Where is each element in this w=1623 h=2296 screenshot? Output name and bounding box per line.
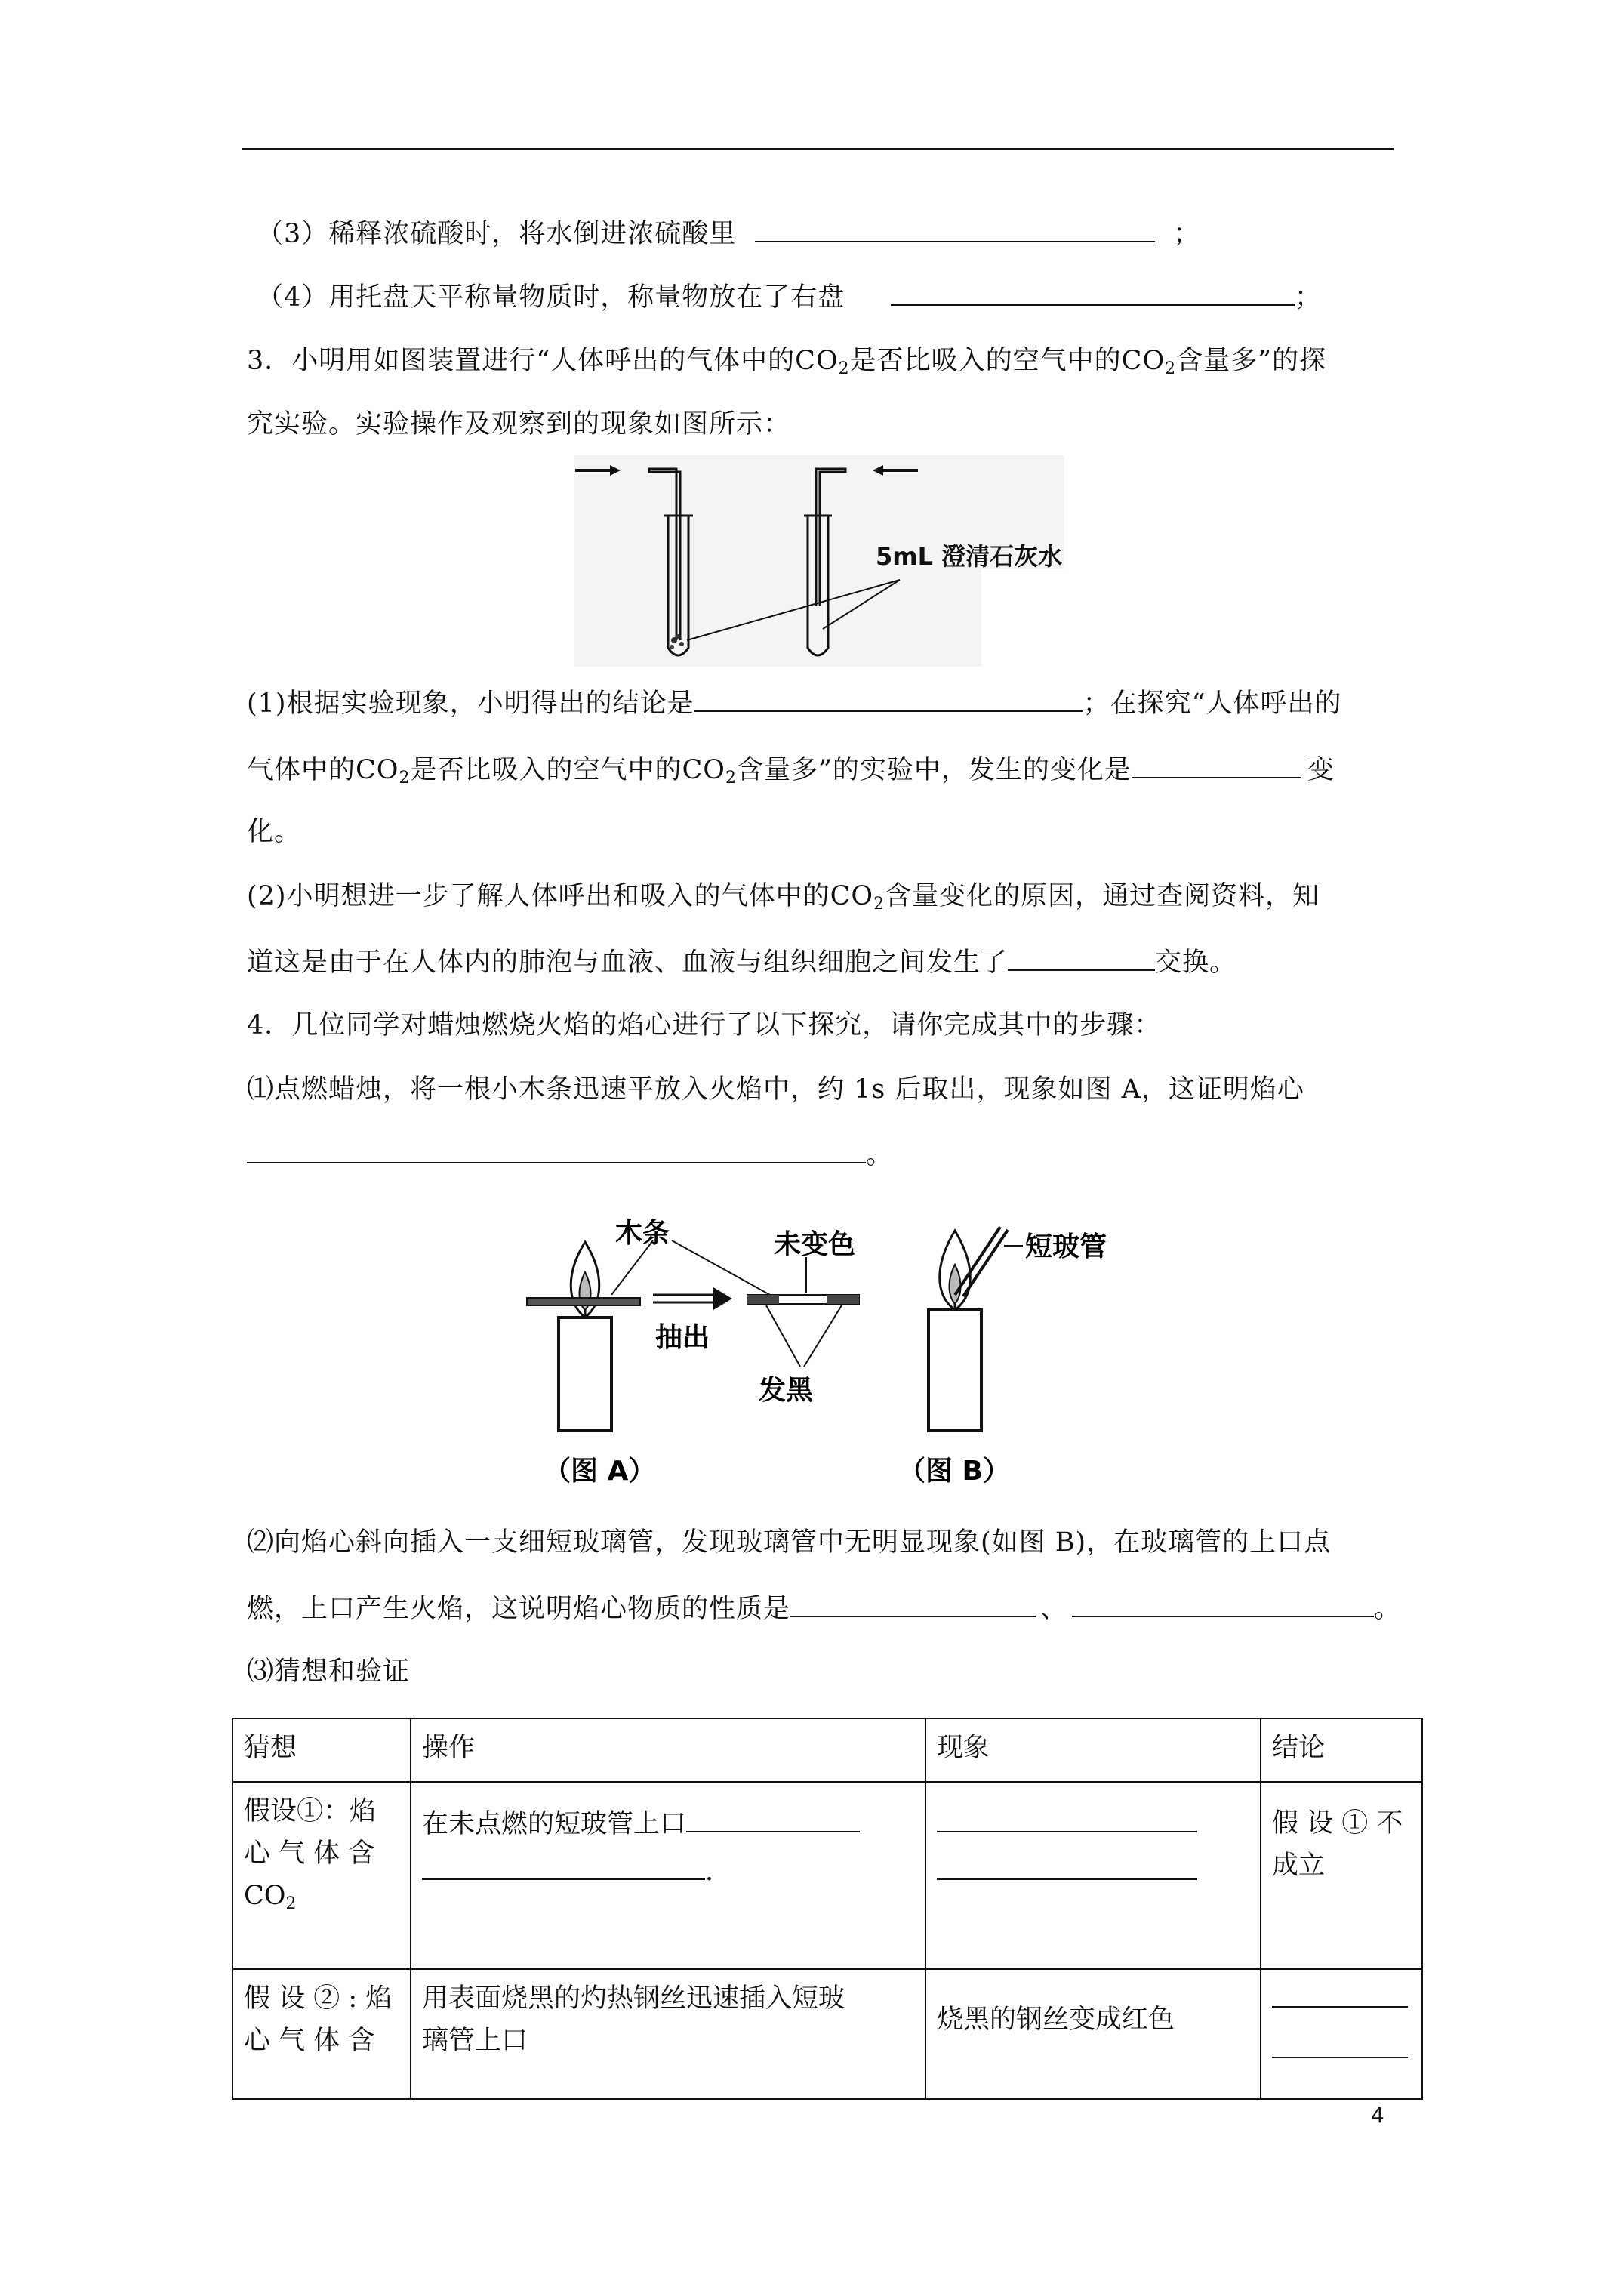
lime-water-label: 5mL 澄清石灰水 [876, 542, 1063, 571]
answer-blank[interactable] [1008, 942, 1155, 971]
q3-stem-line1: 3．小明用如图装置进行“人体呼出的气体中的$CO_2$是否比吸入的空气中的$CO_2$含量多”的探 [247, 346, 1327, 378]
q3-1-line3: 化。 [247, 817, 302, 847]
table-row [233, 1969, 1422, 2099]
q4-2-line1: ⑵向焰心斜向插入一支细短玻璃管，发现玻璃管中无明显现象(如图 B)，在玻璃管的上口点 [247, 1527, 1332, 1558]
answer-blank[interactable] [1272, 1977, 1408, 2008]
answer-blank[interactable] [247, 1135, 866, 1163]
header-rule [242, 148, 1394, 150]
q4-3-line: ⑶猜想和验证 [247, 1657, 411, 1687]
answer-blank[interactable] [686, 1802, 860, 1832]
candle-b [929, 1310, 981, 1431]
arrow-right-icon [713, 1287, 732, 1310]
q3-2-line1: (2)小明想进一步了解人体呼出和吸入的气体中的$CO_2$含量变化的原因，通过查阅资料，知 [247, 881, 1320, 914]
table-header-cell: 结论 [1261, 1718, 1422, 1782]
q3-line: （3）稀释浓硫酸时，将水倒进浓硫酸里 ； [257, 214, 1200, 253]
q3-2-line2: 道这是由于在人体内的肺泡与血液、血液与组织细胞之间发生了 交换。 [247, 942, 1236, 982]
answer-blank[interactable] [1272, 2028, 1408, 2058]
operation-cell: 用表面烧黑的灼热钢丝迅速插入短玻 璃管上口 [411, 1969, 925, 2099]
test-tube-figure [574, 455, 1064, 667]
conclusion-cell [1261, 1969, 1422, 2099]
q3-1-line1: (1)根据实验现象，小明得出的结论是 ；在探究“人体呼出的 [247, 683, 1342, 723]
q4-1-line2: 。 [247, 1135, 893, 1174]
table-header-cell: 现象 [925, 1718, 1261, 1782]
answer-blank[interactable] [891, 277, 1295, 306]
q4-1-line1: ⑴点燃蜡烛，将一根小木条迅速平放入火焰中，约 1s 后取出，现象如图 A，这证明焰心 [247, 1074, 1304, 1105]
answer-blank[interactable] [694, 683, 1083, 712]
q3-stem-line2: 究实验。实验操作及观察到的现象如图所示： [247, 409, 791, 439]
label-weibianse: 未变色 [774, 1229, 856, 1260]
table-header-row [233, 1718, 1422, 1782]
q4-2-line2: 燃，上口产生火焰，这说明焰心物质的性质是 、 。 [247, 1589, 1401, 1628]
conclusion-cell: 假 设 ① 不 成立 [1261, 1782, 1422, 1969]
phenomenon-cell: 烧黑的钢丝变成红色 [925, 1969, 1261, 2099]
answer-blank[interactable] [422, 1850, 705, 1880]
candle-figure [521, 1212, 1125, 1499]
answer-blank[interactable] [937, 1850, 1197, 1880]
table-header-cell: 操作 [411, 1718, 925, 1782]
hypothesis-table [232, 1718, 1423, 2100]
answer-blank[interactable] [790, 1589, 1036, 1617]
table-row [233, 1782, 1422, 1969]
answer-blank[interactable] [937, 1802, 1197, 1832]
candle-a [559, 1318, 611, 1431]
page-number: 4 [1371, 2103, 1384, 2128]
short-glass-tube [955, 1227, 1000, 1295]
operation-cell: 在未点燃的短玻管上口 . [411, 1782, 925, 1969]
label-mutiao: 木条 [615, 1218, 670, 1249]
answer-blank[interactable] [1132, 750, 1301, 778]
figure-a-caption: （图 A） [544, 1456, 656, 1487]
hypothesis-cell: 假设①：焰 心 气 体 含 $CO_2$ [233, 1782, 411, 1969]
figure-b-caption: （图 B） [898, 1456, 1010, 1487]
table-header-cell: 猜想 [233, 1718, 411, 1782]
q4-title: 4．几位同学对蜡烛燃烧火焰的焰心进行了以下探究，请你完成其中的步骤： [247, 1010, 1162, 1040]
q3-1-line2: 气体中的$CO_2$是否比吸入的空气中的$CO_2$含量多”的实验中，发生的变化是 变 [247, 750, 1335, 797]
hypothesis-cell: 假 设 ② : 焰 心 气 体 含 [233, 1969, 411, 2099]
label-fahei: 发黑 [759, 1375, 814, 1406]
wood-stick-a [527, 1298, 640, 1305]
label-duanboliguan: 短玻管 [1025, 1231, 1107, 1262]
phenomenon-cell [925, 1782, 1261, 1969]
answer-blank[interactable] [755, 214, 1155, 242]
label-chouchu: 抽出 [655, 1322, 710, 1353]
q4-line: （4）用托盘天平称量物质时，称量物放在了右盘 ； [257, 277, 1322, 316]
answer-blank[interactable] [1072, 1589, 1374, 1617]
